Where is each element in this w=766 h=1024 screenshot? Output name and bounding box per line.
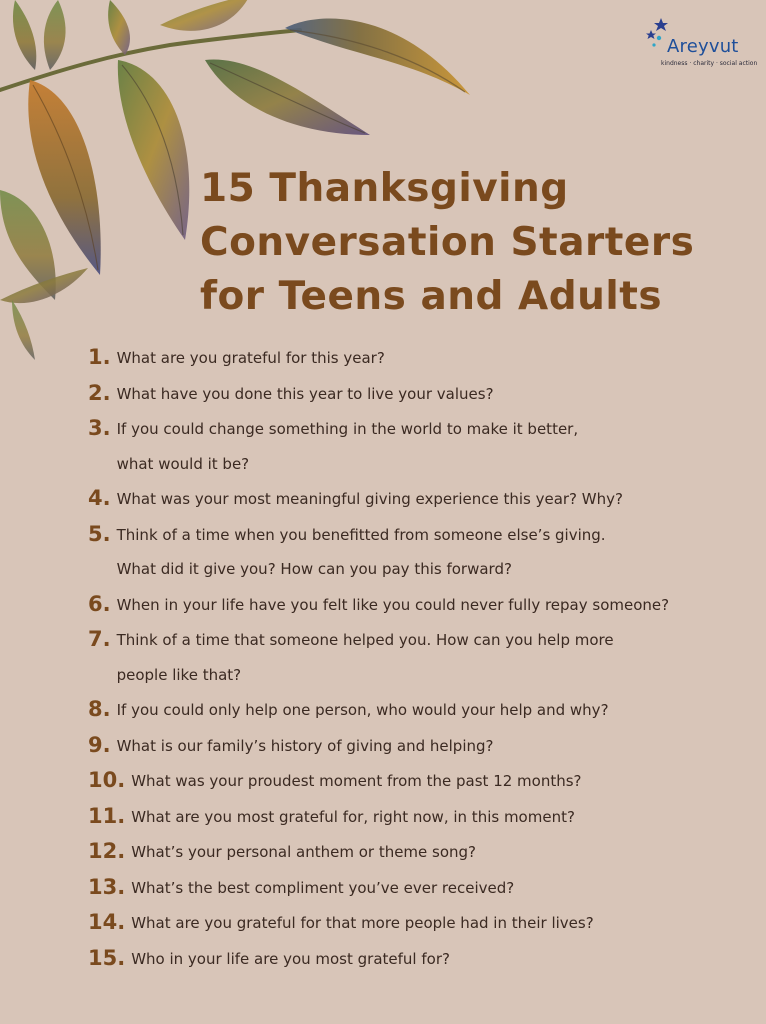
question-item [88, 692, 760, 728]
question-number: 3. [88, 416, 111, 440]
questions-list [88, 340, 760, 976]
question-text [117, 622, 614, 692]
question-text [131, 799, 575, 835]
question-number: 1. [88, 345, 111, 369]
question-text [117, 481, 623, 517]
question-text [117, 517, 606, 587]
question-item [88, 481, 760, 517]
question-text [117, 692, 609, 728]
question-text-line: What are you most grateful for, right now, in this moment? [131, 807, 575, 826]
page-title [200, 162, 760, 324]
question-number: 2. [88, 380, 111, 405]
question-text-line: what would it be? [116, 454, 250, 473]
question-text-line: If you could only help one person, who would your help and why? [116, 701, 609, 719]
question-text-line: What was your most meaningful giving experience this year? Why? [116, 490, 623, 508]
question-item [88, 587, 760, 623]
question-item [88, 517, 760, 587]
question-text-line: What was your proudest moment from the past 12 months? [131, 772, 582, 790]
question-item [88, 376, 760, 412]
question-text-line: Think of a time that someone helped you. How can you help more [116, 631, 614, 649]
question-number: 14. [88, 910, 126, 934]
question-text [131, 834, 476, 870]
question-text-line: What’s your personal anthem or theme song? [131, 843, 477, 861]
title-line-3: for Teens and Adults [200, 274, 663, 319]
question-item [88, 834, 760, 870]
question-text-line: Who in your life are you most grateful for? [131, 949, 450, 968]
question-text [117, 376, 494, 412]
question-text-line: What are you grateful for that more people had in their lives? [131, 914, 594, 932]
question-number: 12. [88, 839, 126, 863]
question-text [131, 905, 593, 941]
question-text-line: What did it give you? How can you pay this forward? [116, 560, 512, 578]
question-number: 13. [88, 874, 126, 899]
question-item [88, 905, 760, 941]
question-text-line: When in your life have you felt like you could never fully repay someone? [116, 595, 670, 614]
question-item [88, 728, 760, 764]
question-number: 10. [88, 768, 126, 792]
question-text-line: people like that? [116, 665, 242, 684]
title-line-2: Conversation Starters [200, 220, 695, 265]
question-text [131, 941, 450, 977]
logo-name: Areyvut [667, 36, 739, 57]
question-item [88, 622, 760, 692]
question-number: 15. [88, 945, 126, 970]
logo-tagline: kindness · charity · social action [661, 60, 758, 67]
question-text [117, 340, 385, 376]
question-item [88, 340, 760, 376]
areyvut-logo [645, 18, 757, 72]
question-number: 9. [88, 732, 111, 757]
question-number: 8. [88, 697, 111, 721]
question-text [117, 728, 494, 764]
question-number: 11. [88, 803, 126, 828]
question-number: 4. [88, 486, 111, 510]
question-text-line: If you could change something in the world to make it better, [116, 420, 579, 438]
question-number: 5. [88, 521, 111, 546]
question-number: 6. [88, 591, 111, 616]
question-text [131, 763, 581, 799]
question-item [88, 870, 760, 906]
question-item [88, 763, 760, 799]
question-text-line: What are you grateful for this year? [116, 349, 385, 367]
question-text [117, 587, 670, 623]
question-text [131, 870, 514, 906]
question-item [88, 799, 760, 835]
title-line-1: 15 Thanksgiving [200, 166, 569, 211]
question-text-line: What have you done this year to live your values? [116, 384, 494, 403]
question-text-line: Think of a time when you benefitted from someone else’s giving. [116, 525, 606, 544]
question-item [88, 411, 760, 481]
question-text-line: What is our family’s history of giving and helping? [116, 736, 494, 755]
question-item [88, 941, 760, 977]
question-text-line: What’s the best compliment you’ve ever received? [131, 878, 515, 897]
question-text [117, 411, 579, 481]
question-number: 7. [88, 627, 111, 651]
